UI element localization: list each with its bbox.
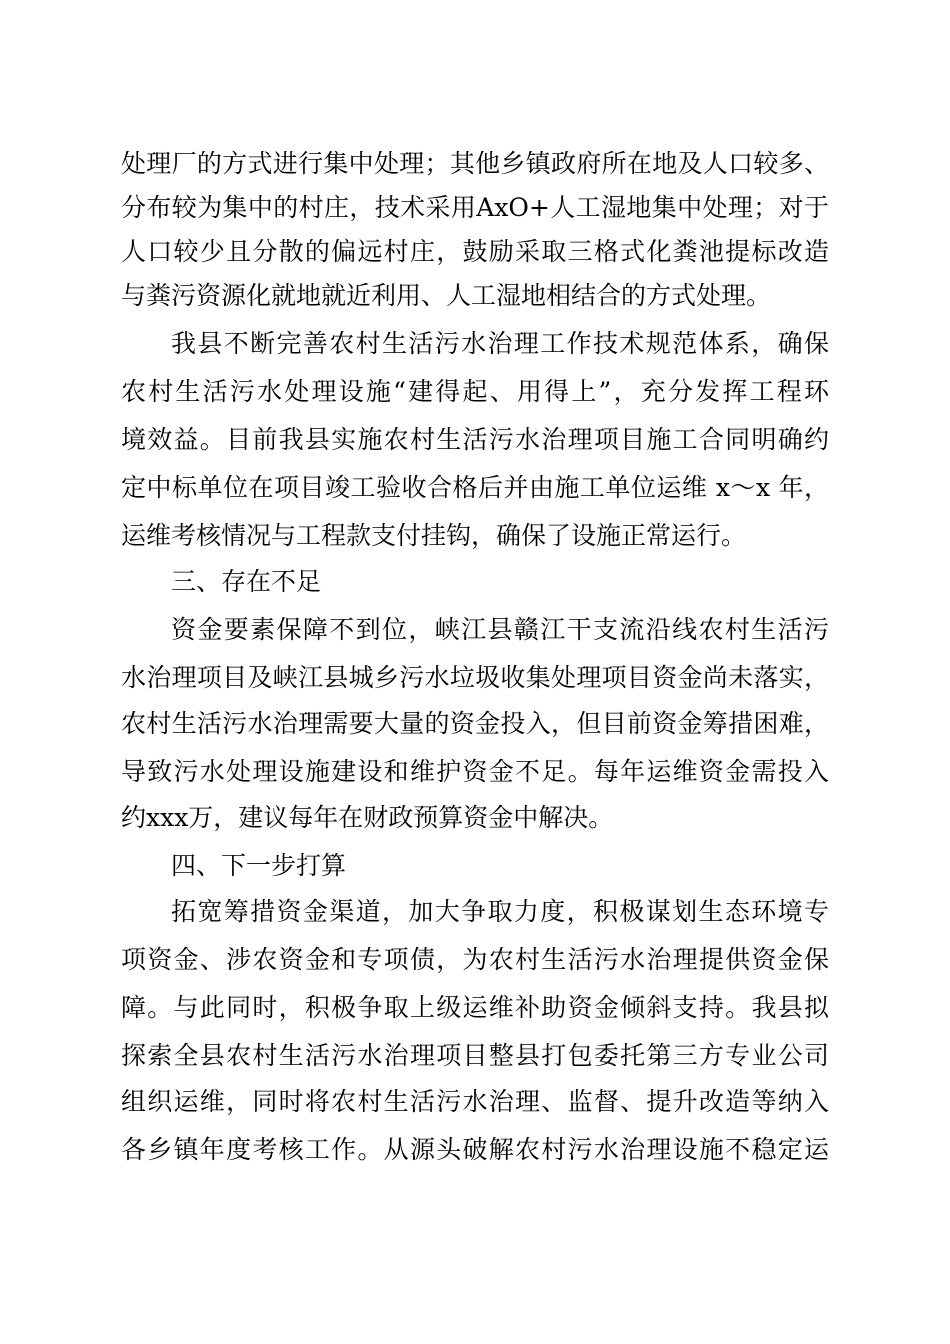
text-line: 处理厂的方式进行集中处理；其他乡镇政府所在地及人口较多、 [121,149,829,178]
text-line: 农村生活污水治理需要大量的资金投入，但目前资金筹措困难， [121,709,829,738]
text-line: 农村生活污水处理设施“建得起、用得上”，充分发挥工程环 [121,377,829,406]
text-line: 组织运维，同时将农村生活污水治理、监督、提升改造等纳入 [121,1087,829,1116]
text-line: 人口较少且分散的偏远村庄，鼓励采取三格式化粪池提标改造 [121,237,829,266]
text-line: 资金要素保障不到位，峡江县赣江干支流沿线农村生活污 [171,615,829,644]
section-heading: 三、存在不足 [171,567,322,596]
text-line: 导致污水处理设施建设和维护资金不足。每年运维资金需投入 [121,757,829,786]
text-line: 分布较为集中的村庄，技术采用AxO+人工湿地集中处理；对于 [121,193,829,222]
section-heading: 四、下一步打算 [171,851,347,880]
text-line: 运维考核情况与工程款支付挂钩，确保了设施正常运行。 [121,521,747,550]
text-line: 探索全县农村生活污水治理项目整县打包委托第三方专业公司 [121,1041,829,1070]
text-line: 约xxx万，建议每年在财政预算资金中解决。 [121,803,614,832]
text-line: 项资金、涉农资金和专项债，为农村生活污水治理提供资金保 [121,945,829,974]
text-line: 与粪污资源化就地就近利用、人工湿地相结合的方式处理。 [121,281,772,310]
text-line: 定中标单位在项目竣工验收合格后并由施工单位运维 x～x 年， [121,473,829,502]
text-line: 水治理项目及峡江县城乡污水垃圾收集处理项目资金尚未落实， [121,663,829,692]
text-line: 我县不断完善农村生活污水治理工作技术规范体系，确保 [171,329,829,358]
text-line: 障。与此同时，积极争取上级运维补助资金倾斜支持。我县拟 [121,993,829,1022]
text-line: 境效益。目前我县实施农村生活污水治理项目施工合同明确约 [121,425,829,454]
text-line: 拓宽筹措资金渠道，加大争取力度，积极谋划生态环境专 [171,897,829,926]
text-line: 各乡镇年度考核工作。从源头破解农村污水治理设施不稳定运 [121,1135,829,1164]
